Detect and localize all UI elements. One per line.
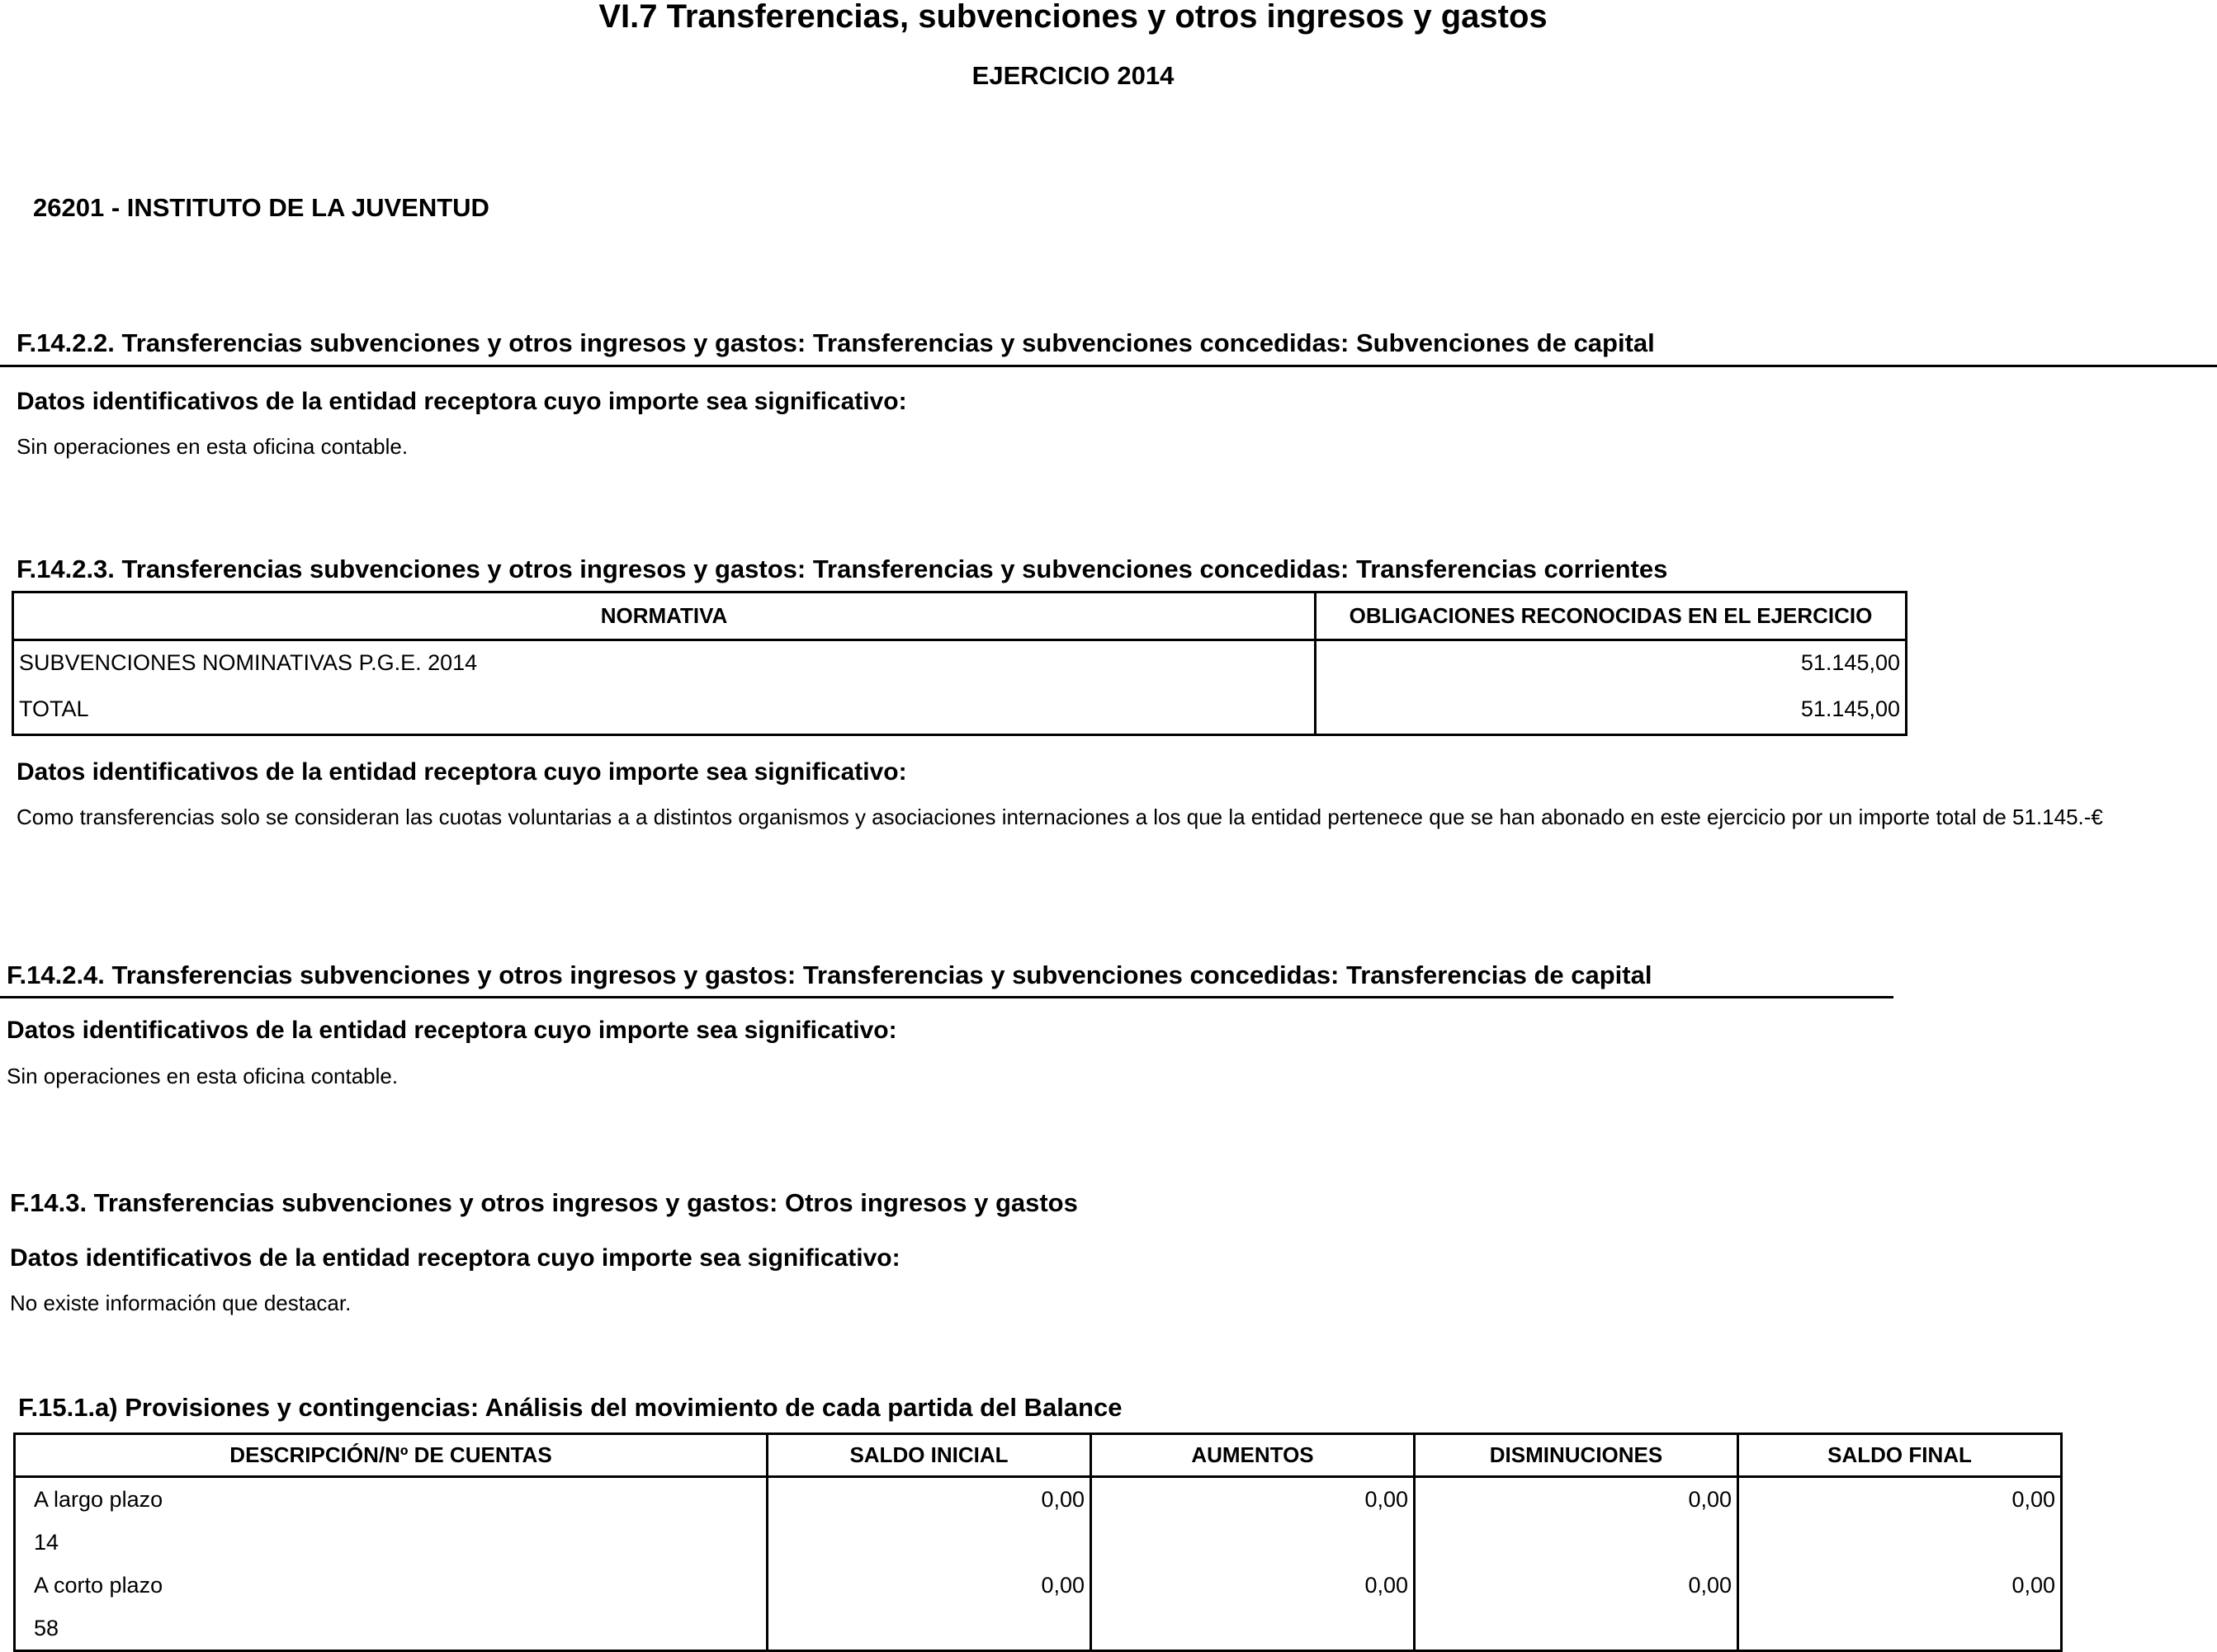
- section-title-f14-2-3: F.14.2.3. Transferencias subvenciones y otros ingresos y gastos: Transferencias y subvenciones concedidas: Transferencias corrientes: [17, 555, 1668, 583]
- table-row: [13, 640, 1907, 688]
- table-header-row: [15, 1434, 2062, 1477]
- table-cell: 0,00: [1415, 1477, 1738, 1522]
- table-row: [15, 1564, 2062, 1607]
- fiscal-year: EJERCICIO 2014: [971, 61, 1175, 90]
- table-cell: SUBVENCIONES NOMINATIVAS P.G.E. 2014: [13, 640, 1316, 688]
- section-subheading: Datos identificativos de la entidad receptora cuyo importe sea significativo:: [17, 388, 907, 415]
- section-title-f14-3: F.14.3. Transferencias subvenciones y otros ingresos y gastos: Otros ingresos y gastos: [10, 1188, 1078, 1217]
- table-row: [15, 1477, 2062, 1522]
- table-cell: TOTAL: [13, 687, 1316, 735]
- section-title-f14-2-2: F.14.2.2. Transferencias subvenciones y otros ingresos y gastos: Transferencias y subvenciones concedidas: Subvenciones de capital: [17, 328, 1655, 357]
- section-text: Como transferencias solo se consideran las cuotas voluntarias a a distintos organismos y asociaciones internaciones a los que la entidad pertenece que se han abonado en este ejercicio por un importe total de 51.145.-€: [17, 805, 2103, 829]
- table-row: [15, 1521, 2062, 1564]
- table-cell: 0,00: [1738, 1564, 2062, 1607]
- table-cell: [1091, 1521, 1415, 1564]
- table-row-total: [13, 687, 1907, 735]
- table-header-row: [13, 592, 1907, 640]
- table-cell: [768, 1607, 1091, 1651]
- provisiones-table: [13, 1433, 2063, 1652]
- section-subheading: Datos identificativos de la entidad receptora cuyo importe sea significativo:: [17, 758, 907, 786]
- table-cell: 0,00: [1415, 1564, 1738, 1607]
- table-cell: [1415, 1521, 1738, 1564]
- column-header-normativa: NORMATIVA: [13, 592, 1316, 640]
- table-cell: 0,00: [1091, 1564, 1415, 1607]
- table-cell: [1415, 1607, 1738, 1651]
- section-divider: [0, 996, 1893, 998]
- transferencias-corrientes-table: [12, 591, 1907, 736]
- section-text: Sin operaciones en esta oficina contable.: [17, 434, 409, 459]
- table-cell: A largo plazo: [15, 1477, 768, 1522]
- table-cell: 0,00: [768, 1477, 1091, 1522]
- table-cell: 0,00: [768, 1564, 1091, 1607]
- column-header-aumentos: AUMENTOS: [1091, 1434, 1415, 1477]
- table-row: [15, 1607, 2062, 1651]
- table-cell: 51.145,00: [1316, 640, 1907, 688]
- section-text: Sin operaciones en esta oficina contable.: [7, 1064, 399, 1088]
- section-subheading: Datos identificativos de la entidad receptora cuyo importe sea significativo:: [7, 1017, 897, 1044]
- entity-name: 26201 - INSTITUTO DE LA JUVENTUD: [33, 193, 489, 222]
- table-cell: 51.145,00: [1316, 687, 1907, 735]
- table-cell: [768, 1521, 1091, 1564]
- column-header-saldo-final: SALDO FINAL: [1738, 1434, 2062, 1477]
- column-header-saldo-inicial: SALDO INICIAL: [768, 1434, 1091, 1477]
- column-header-obligaciones: OBLIGACIONES RECONOCIDAS EN EL EJERCICIO: [1316, 592, 1907, 640]
- section-divider: [0, 365, 2217, 367]
- column-header-disminuciones: DISMINUCIONES: [1415, 1434, 1738, 1477]
- table-cell: 58: [15, 1607, 768, 1651]
- table-cell: 0,00: [1091, 1477, 1415, 1522]
- page-title: VI.7 Transferencias, subvenciones y otros ingresos y gastos: [598, 0, 1548, 35]
- table-cell: 0,00: [1738, 1477, 2062, 1522]
- section-title-f14-2-4: F.14.2.4. Transferencias subvenciones y otros ingresos y gastos: Transferencias y subvenciones concedidas: Transferencias de capital: [7, 961, 1652, 989]
- section-text: No existe información que destacar.: [10, 1291, 352, 1315]
- table-cell: [1738, 1521, 2062, 1564]
- table-cell: [1738, 1607, 2062, 1651]
- table-cell: A corto plazo: [15, 1564, 768, 1607]
- table-cell: 14: [15, 1521, 768, 1564]
- section-title-f15-1-a: F.15.1.a) Provisiones y contingencias: Análisis del movimiento de cada partida del Balance: [18, 1393, 1123, 1422]
- section-subheading: Datos identificativos de la entidad receptora cuyo importe sea significativo:: [10, 1244, 901, 1272]
- table-cell: [1091, 1607, 1415, 1651]
- column-header-descripcion: DESCRIPCIÓN/Nº DE CUENTAS: [15, 1434, 768, 1477]
